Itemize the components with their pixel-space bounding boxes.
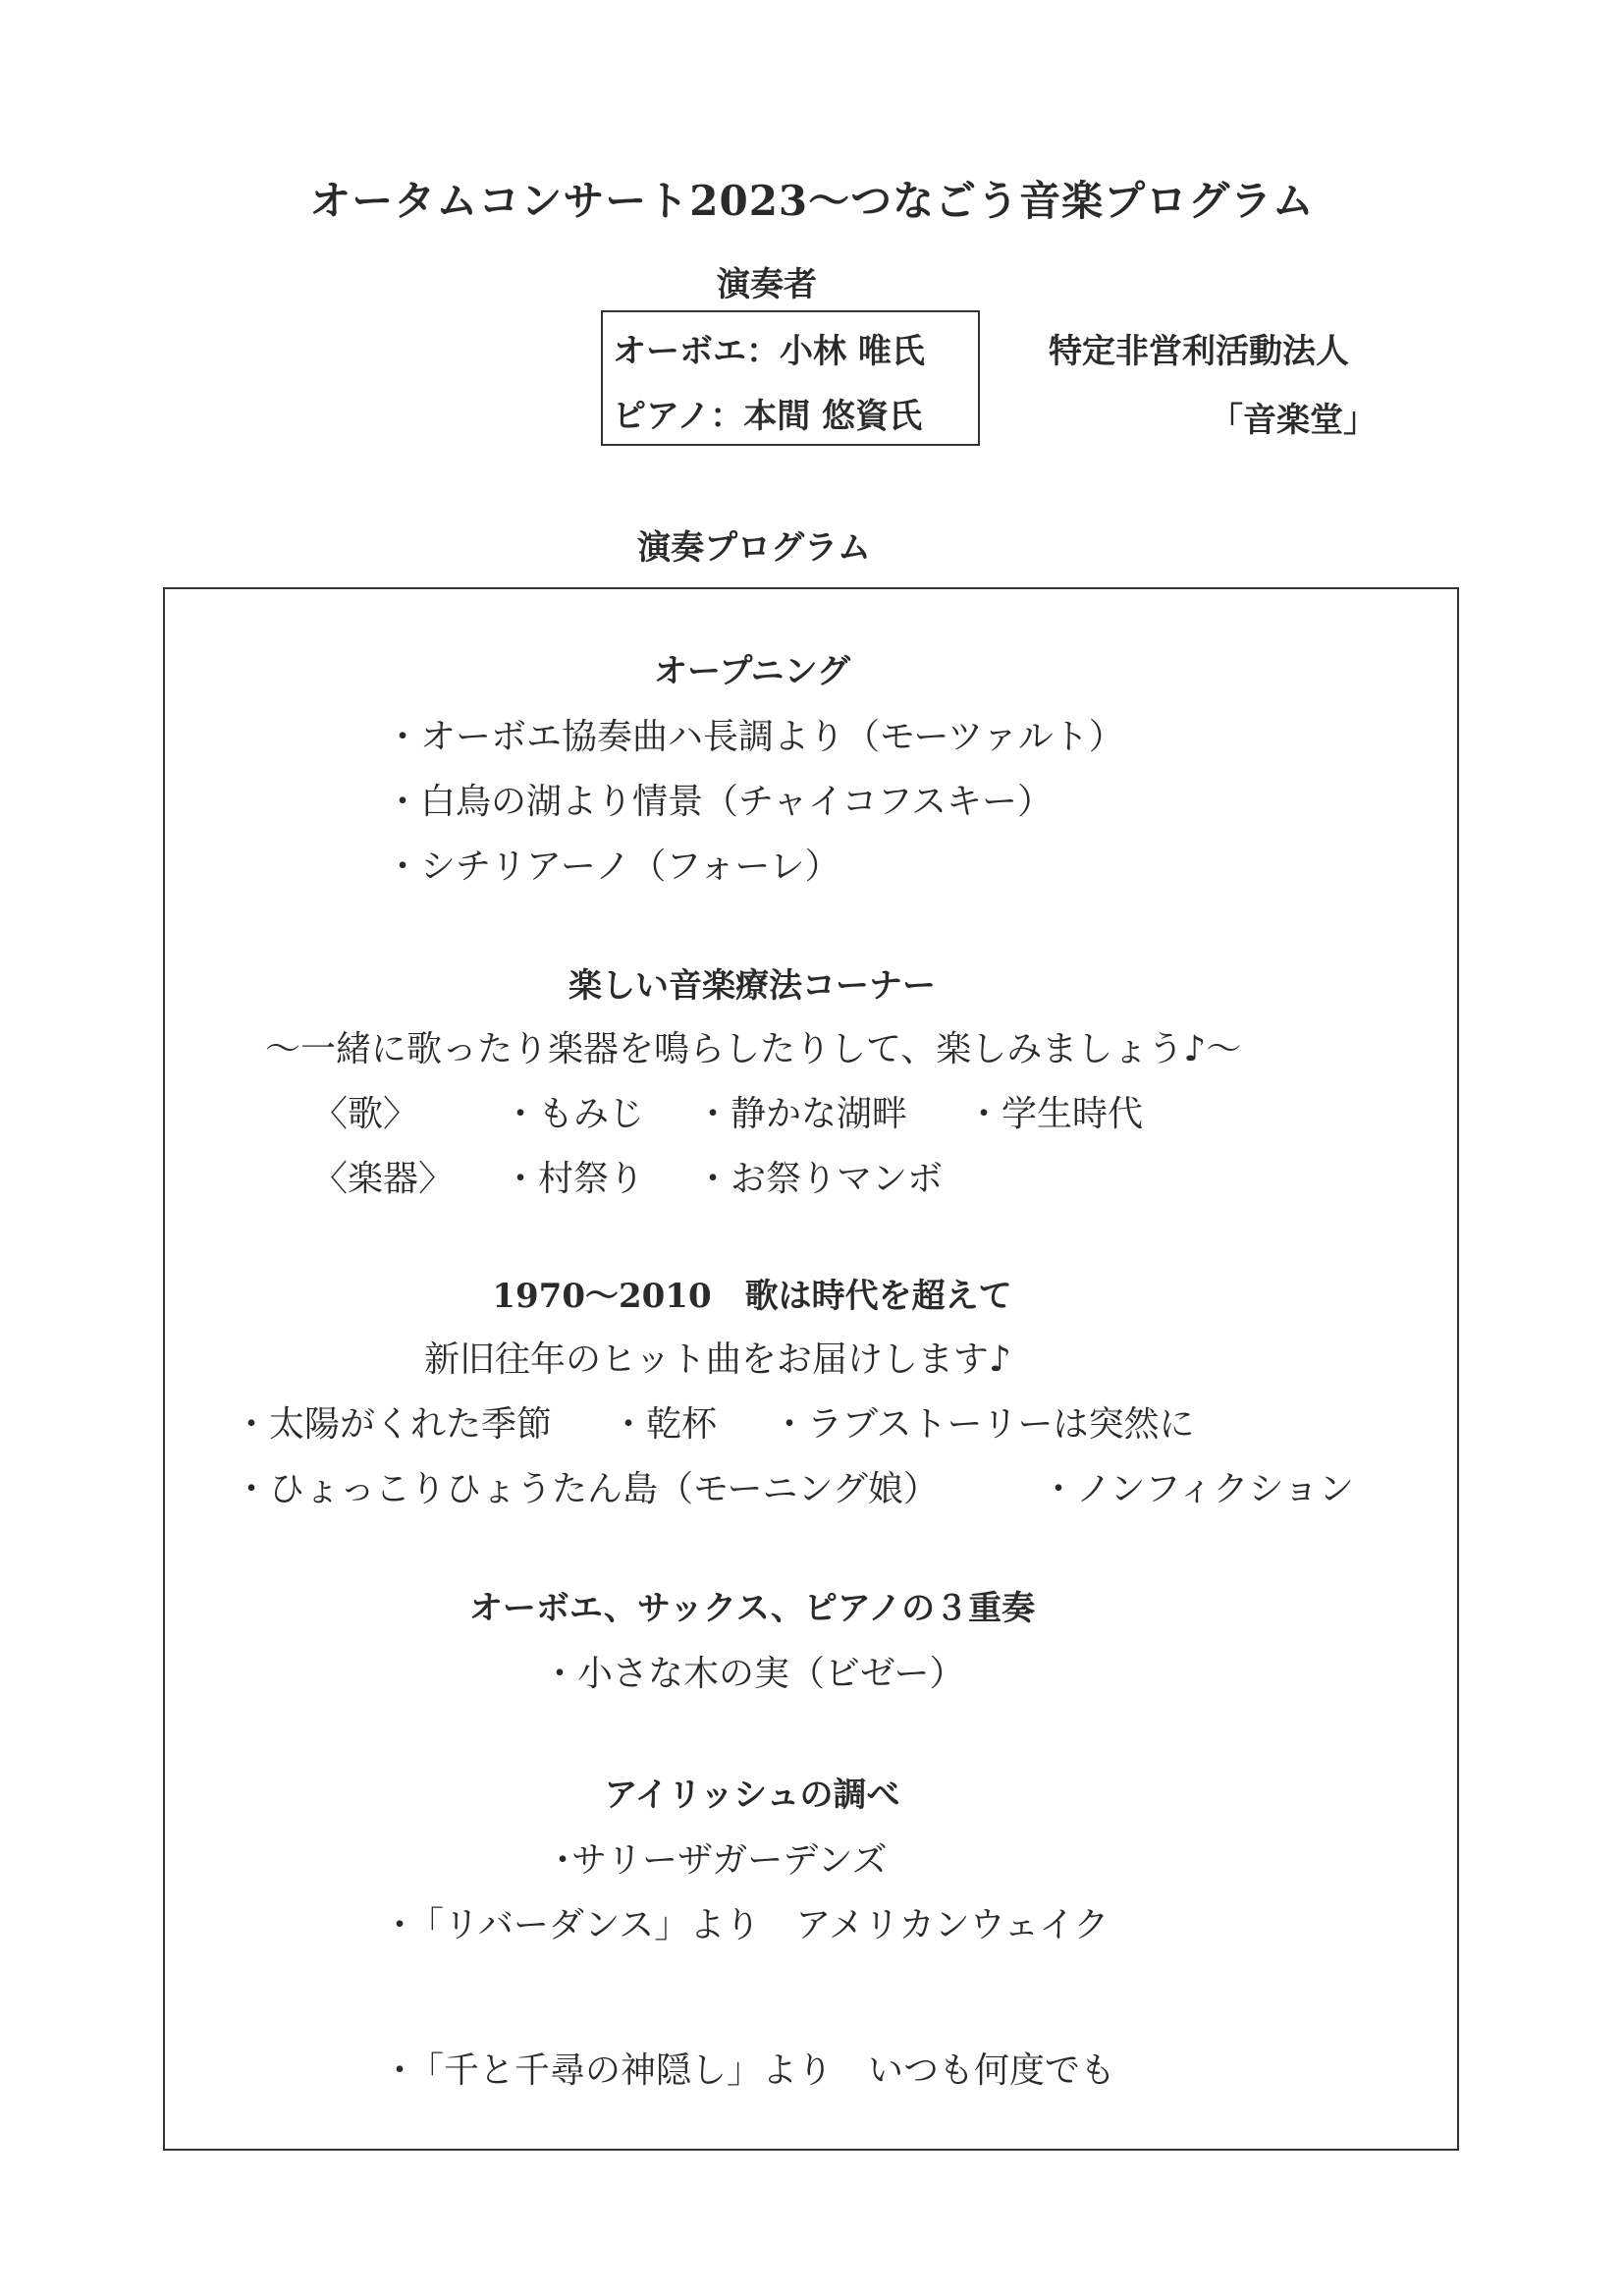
program-item: ・シチリアーノ（フォーレ） [385,847,840,887]
songs-label: 〈歌〉 [312,1094,419,1134]
instrument-item: ・村祭り [503,1159,645,1199]
section-subtitle-hits: 新旧往年のヒット曲をお届けします♪ [424,1339,1011,1380]
organization-name: 特定非営利活動法人 [1049,332,1349,371]
song-item: ・静かな湖畔 [695,1094,908,1134]
program-label: 演奏プログラム [637,528,871,568]
performers-label: 演奏者 [717,265,817,304]
performer-piano: ピアノ：本間 悠資氏 [613,397,923,436]
program-item: ･「千と千尋の神隠し」より いつも何度でも [391,2050,1116,2091]
program-item: ・白鳥の湖より情景（チャイコフスキー） [385,782,1054,822]
performers-box [601,310,980,446]
organization-sub: 「音楽堂」 [1210,401,1377,440]
page-title: オータムコンサート2023〜つなごう音楽プログラム [309,177,1315,225]
section-title-opening: オープニング [654,652,850,691]
section-subtitle-therapy: 〜一緒に歌ったり楽器を鳴らしたりして、楽しみましょう♪〜 [265,1029,1242,1069]
hit-item: ・ノンフィクション [1041,1469,1354,1509]
performer-oboe: オーボエ：小林 唯氏 [613,332,925,371]
section-title-trio: オーボエ、サックス、ピアノの３重奏 [468,1589,1036,1628]
program-item: ･サリーザガーデンズ [554,1840,888,1881]
instruments-label: 〈楽器〉 [312,1159,455,1199]
section-title-hits: 1970〜2010 歌は時代を超えて [492,1277,1012,1316]
song-item: ・学生時代 [966,1094,1144,1134]
hit-item: ・ラブストーリーは突然に [772,1404,1195,1445]
program-item: ･「リバーダンス」より アメリカンウェイク [391,1905,1110,1945]
section-title-irish: アイリッシュの調べ [604,1776,900,1815]
program-item: ・小さな木の実（ビゼー） [542,1654,965,1694]
song-item: ・もみじ [503,1094,645,1134]
program-item: ・オーボエ協奏曲ハ長調より（モーツァルト） [385,717,1124,757]
instrument-item: ・お祭りマンボ [695,1159,944,1199]
hit-item: ・太陽がくれた季節 [234,1404,553,1445]
hit-item: ・乾杯 [611,1404,718,1445]
section-title-therapy: 楽しい音楽療法コーナー [568,966,936,1006]
hit-item: ・ひょっこりひょうたん島（モーニング娘） [234,1469,939,1509]
